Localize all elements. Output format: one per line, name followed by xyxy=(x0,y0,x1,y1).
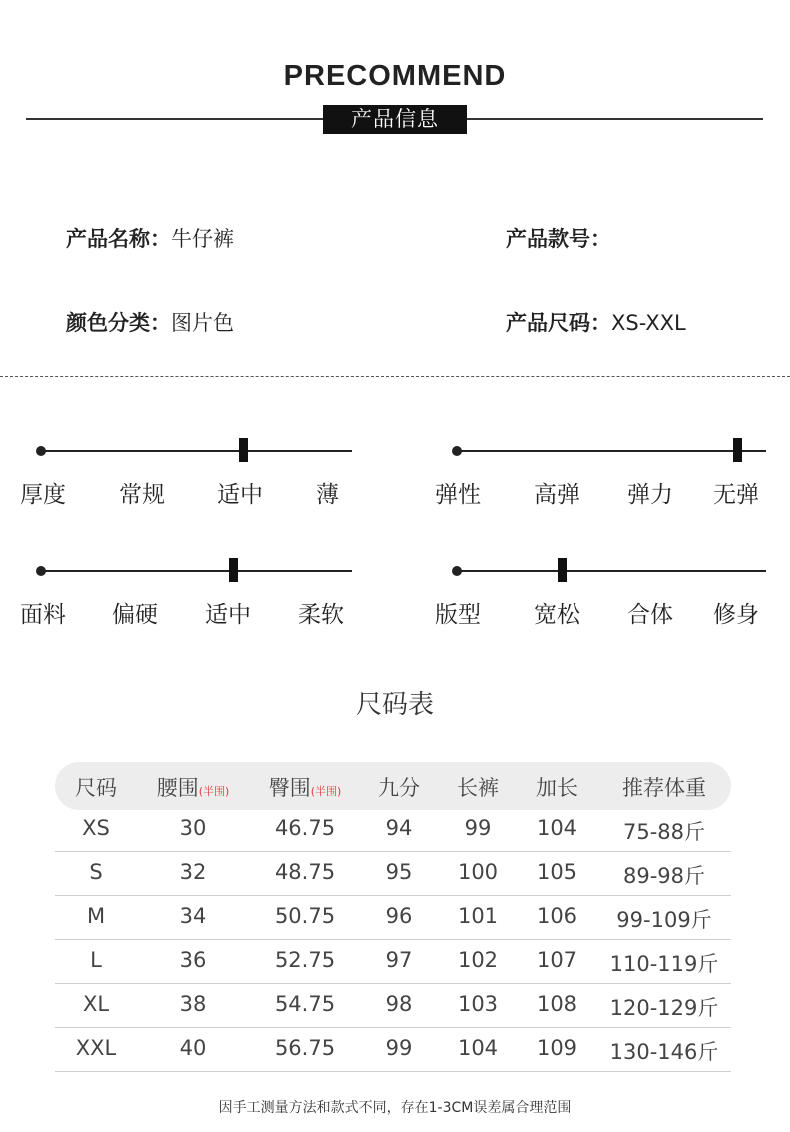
table-cell: 30 xyxy=(179,816,207,840)
scale-line xyxy=(41,450,352,452)
table-header-cell xyxy=(61,772,131,802)
table-header-cell xyxy=(364,772,434,802)
table-row-divider xyxy=(55,851,731,852)
table-row-divider xyxy=(55,983,731,984)
scale-option: 合体 xyxy=(627,602,673,628)
scale-start-dot xyxy=(452,566,462,576)
table-cell: 130-146斤 xyxy=(609,1040,719,1064)
table-cell: 98 xyxy=(385,992,413,1016)
table-cell: 46.75 xyxy=(274,816,336,840)
scale-name-fit: 版型 xyxy=(435,602,481,628)
table-cell: 106 xyxy=(536,904,578,928)
product-name xyxy=(66,223,234,253)
scale-marker xyxy=(239,438,248,462)
scale-option: 适中 xyxy=(217,482,263,508)
thickness-scale xyxy=(41,450,352,520)
section-badge: 产品信息 xyxy=(323,105,467,134)
table-header-label: 推荐体重 xyxy=(622,776,706,800)
table-cell: 34 xyxy=(179,904,207,928)
table-cell: 120-129斤 xyxy=(609,996,719,1020)
scale-option: 偏硬 xyxy=(112,602,158,628)
scale-start-dot xyxy=(36,566,46,576)
table-cell: 109 xyxy=(536,1036,578,1060)
table-header-label: 加长 xyxy=(536,776,578,800)
scale-option: 无弹 xyxy=(713,482,759,508)
table-row-divider xyxy=(55,895,731,896)
table-cell: 108 xyxy=(536,992,578,1016)
table-header-cell xyxy=(594,772,734,802)
table-cell: 54.75 xyxy=(274,992,336,1016)
table-header-cell xyxy=(522,772,592,802)
table-cell: XL xyxy=(82,992,110,1016)
table-header-label: 尺码 xyxy=(75,776,117,800)
table-cell: 36 xyxy=(179,948,207,972)
product-color-label: 颜色分类： xyxy=(66,311,171,335)
table-cell: 32 xyxy=(179,860,207,884)
table-header-label: 九分 xyxy=(378,776,420,800)
table-cell: 105 xyxy=(536,860,578,884)
scale-name-thickness: 厚度 xyxy=(20,482,66,508)
scale-option: 修身 xyxy=(713,602,759,628)
table-row-divider xyxy=(55,939,731,940)
product-size-value: XS-XXL xyxy=(611,311,686,335)
table-cell: 52.75 xyxy=(274,948,336,972)
table-cell: 103 xyxy=(457,992,499,1016)
scale-line xyxy=(41,570,352,572)
table-cell: 107 xyxy=(536,948,578,972)
table-cell: 99-109斤 xyxy=(616,908,712,932)
table-cell: 48.75 xyxy=(274,860,336,884)
measurement-note: 因手工测量方法和款式不同，存在1-3CM误差属合理范围 xyxy=(218,1100,572,1116)
size-table-title: 尺码表 xyxy=(355,690,434,720)
table-cell: 95 xyxy=(385,860,413,884)
table-header-label: 长裤 xyxy=(457,776,499,800)
product-model-label: 产品款号： xyxy=(506,227,611,251)
scale-line xyxy=(457,450,766,452)
table-header-label: 腰围 xyxy=(156,776,199,800)
table-cell: 100 xyxy=(457,860,499,884)
table-header-cell xyxy=(250,772,360,802)
product-size-label: 产品尺码： xyxy=(506,311,611,335)
table-header-cell xyxy=(138,772,248,802)
scale-line xyxy=(457,570,766,572)
table-header-note: (半围) xyxy=(310,785,342,798)
table-cell: 104 xyxy=(457,1036,499,1060)
table-cell: 110-119斤 xyxy=(609,952,719,976)
scale-option: 柔软 xyxy=(298,602,344,628)
table-cell: 101 xyxy=(457,904,499,928)
table-cell: XXL xyxy=(75,1036,117,1060)
table-header-label: 臀围 xyxy=(268,776,311,800)
section-title: PRECOMMEND xyxy=(283,60,507,92)
table-cell: 99 xyxy=(385,1036,413,1060)
scale-option: 宽松 xyxy=(534,602,580,628)
product-name-value: 牛仔裤 xyxy=(171,227,234,251)
table-cell: L xyxy=(90,948,102,972)
table-cell: 50.75 xyxy=(274,904,336,928)
table-cell: XS xyxy=(82,816,110,840)
scale-marker xyxy=(733,438,742,462)
table-cell: 97 xyxy=(385,948,413,972)
table-cell: S xyxy=(89,860,103,884)
table-row-divider xyxy=(55,1027,731,1028)
scale-name-elasticity: 弹性 xyxy=(435,482,481,508)
table-cell: 104 xyxy=(536,816,578,840)
scale-option: 薄 xyxy=(316,482,339,508)
product-color-value: 图片色 xyxy=(171,311,234,335)
scale-marker xyxy=(558,558,567,582)
table-cell: 75-88斤 xyxy=(622,820,706,844)
scale-marker xyxy=(229,558,238,582)
table-cell: 56.75 xyxy=(274,1036,336,1060)
product-model xyxy=(506,223,611,253)
table-row-divider xyxy=(55,1071,731,1072)
table-cell: 99 xyxy=(464,816,492,840)
product-color xyxy=(66,307,234,337)
table-cell: 40 xyxy=(179,1036,207,1060)
table-cell: 38 xyxy=(179,992,207,1016)
table-cell: 94 xyxy=(385,816,413,840)
scale-option: 常规 xyxy=(119,482,165,508)
scale-name-fabric: 面料 xyxy=(20,602,66,628)
table-header-cell xyxy=(443,772,513,802)
scale-option: 适中 xyxy=(205,602,251,628)
scale-option: 弹力 xyxy=(627,482,673,508)
table-cell: M xyxy=(86,904,106,928)
table-header-note: (半围) xyxy=(198,785,230,798)
product-size xyxy=(506,307,686,337)
scale-option: 高弹 xyxy=(534,482,580,508)
product-name-label: 产品名称： xyxy=(66,227,171,251)
table-cell: 89-98斤 xyxy=(622,864,706,888)
table-cell: 96 xyxy=(385,904,413,928)
scale-start-dot xyxy=(452,446,462,456)
table-cell: 102 xyxy=(457,948,499,972)
scale-start-dot xyxy=(36,446,46,456)
dashed-divider xyxy=(0,376,790,377)
